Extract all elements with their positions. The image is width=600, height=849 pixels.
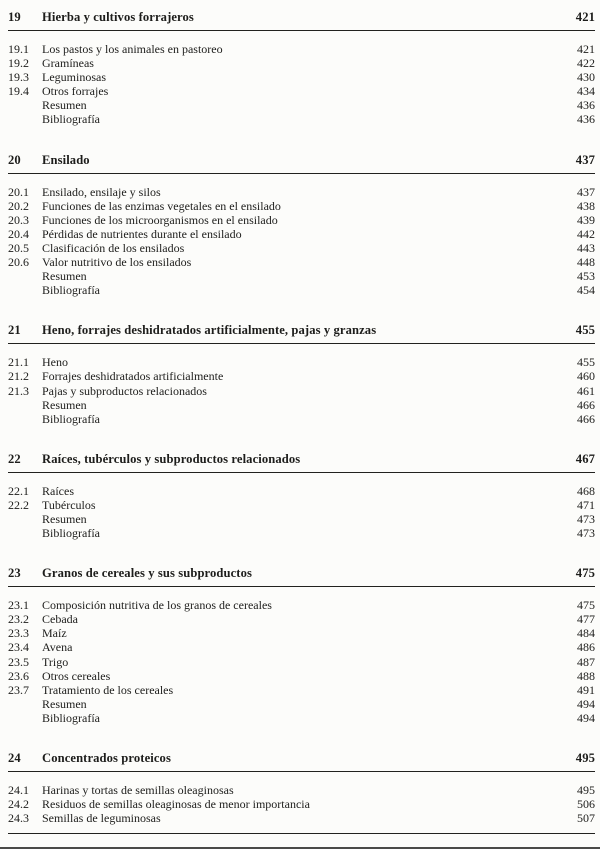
- chapter-heading: [8, 153, 595, 168]
- toc-entry: [8, 598, 595, 612]
- section-title: Harinas y tortas de semillas oleaginosas: [42, 783, 234, 797]
- toc-entry: [8, 369, 595, 383]
- section-number: 23.7: [8, 682, 29, 697]
- toc-entry: [8, 526, 595, 540]
- chapter-number: 19: [8, 10, 21, 24]
- section-page-number: 494: [577, 710, 595, 725]
- chapter-sections: [8, 185, 595, 298]
- section-title: Tubérculos: [42, 497, 96, 512]
- section-page-number: 475: [577, 598, 595, 613]
- toc-entry: [8, 811, 595, 825]
- section-number: 24.3: [8, 811, 29, 826]
- chapter-title: Ensilado: [42, 152, 90, 167]
- section-title: Residuos de semillas oleaginosas de menor importancia: [42, 797, 310, 812]
- toc-entry: [8, 626, 595, 640]
- chapter-divider: [8, 472, 595, 473]
- section-page-number: 473: [577, 526, 595, 541]
- toc-entry: [8, 98, 595, 112]
- section-number: 23.4: [8, 640, 29, 655]
- toc-entry: [8, 283, 595, 297]
- table-of-contents: [8, 10, 595, 825]
- toc-entry: [8, 711, 595, 725]
- section-title: Semillas de leguminosas: [42, 811, 161, 826]
- chapter-divider: [8, 173, 595, 174]
- chapter-number: 20: [8, 152, 21, 167]
- section-number: 23.5: [8, 654, 29, 669]
- section-title: Trigo: [42, 654, 69, 669]
- toc-entry: [8, 797, 595, 811]
- page-bottom-rule: [8, 833, 595, 834]
- chapter-divider: [8, 771, 595, 772]
- section-number: 22.1: [8, 483, 29, 498]
- section-title: Maíz: [42, 626, 67, 641]
- section-page-number: 494: [577, 696, 595, 711]
- section-title: Bibliografía: [42, 112, 100, 127]
- section-page-number: 488: [577, 668, 595, 683]
- toc-entry: [8, 56, 595, 70]
- section-page-number: 506: [577, 797, 595, 812]
- section-title: Pérdidas de nutrientes durante el ensilado: [42, 226, 242, 241]
- section-number: 23.6: [8, 668, 29, 683]
- chapter-heading: [8, 566, 595, 581]
- section-title: Cebada: [42, 612, 78, 627]
- section-number: 21.1: [8, 355, 29, 370]
- chapter-block: [8, 566, 595, 725]
- chapter-page-number: 475: [575, 566, 595, 581]
- section-page-number: 455: [577, 355, 595, 370]
- toc-entry: [8, 412, 595, 426]
- section-page-number: 439: [577, 212, 595, 227]
- chapter-block: [8, 153, 595, 298]
- chapter-sections: [8, 355, 595, 425]
- toc-entry: [8, 199, 595, 213]
- chapter-number: 23: [8, 566, 21, 581]
- toc-entry: [8, 241, 595, 255]
- section-page-number: 421: [577, 42, 595, 56]
- chapter-divider: [8, 30, 595, 31]
- section-title: Heno: [42, 355, 68, 370]
- section-title: Bibliografía: [42, 526, 100, 541]
- toc-entry: [8, 484, 595, 498]
- chapter-title: Granos de cereales y sus subproductos: [42, 566, 253, 581]
- toc-entry: [8, 185, 595, 199]
- toc-entry: [8, 783, 595, 797]
- section-title: Resumen: [42, 511, 87, 526]
- section-number: 20.5: [8, 240, 29, 255]
- toc-entry: [8, 227, 595, 241]
- toc-entry: [8, 697, 595, 711]
- section-title: Funciones de los microorganismos en el ensilado: [42, 212, 278, 227]
- toc-entry: [8, 655, 595, 669]
- chapter-heading: [8, 323, 595, 338]
- chapter-page-number: 467: [575, 451, 595, 466]
- section-title: Funciones de las enzimas vegetales en el ensilado: [42, 198, 281, 213]
- section-page-number: 453: [577, 269, 595, 284]
- section-title: Leguminosas: [42, 70, 106, 85]
- section-number: 23.1: [8, 598, 29, 613]
- toc-entry: [8, 398, 595, 412]
- chapter-number: 24: [8, 751, 21, 765]
- toc-entry: [8, 269, 595, 283]
- section-title: Forrajes deshidratados artificialmente: [42, 369, 224, 384]
- section-title: Los pastos y los animales en pastoreo: [42, 42, 223, 56]
- toc-entry: [8, 213, 595, 227]
- section-page-number: 486: [577, 640, 595, 655]
- toc-entry: [8, 640, 595, 654]
- chapter-heading: [8, 10, 595, 25]
- section-number: 19.2: [8, 56, 29, 71]
- section-page-number: 484: [577, 626, 595, 641]
- section-page-number: 436: [577, 112, 595, 127]
- section-page-number: 437: [577, 184, 595, 199]
- section-title: Pajas y subproductos relacionados: [42, 383, 207, 398]
- section-title: Avena: [42, 640, 73, 655]
- section-number: 23.2: [8, 612, 29, 627]
- chapter-number: 22: [8, 451, 21, 466]
- chapter-title: Hierba y cultivos forrajeros: [42, 10, 194, 24]
- section-page-number: 473: [577, 511, 595, 526]
- section-page-number: 430: [577, 70, 595, 85]
- section-number: 22.2: [8, 497, 29, 512]
- toc-entry: [8, 683, 595, 697]
- section-title: Gramíneas: [42, 56, 94, 71]
- chapter-page-number: 421: [575, 10, 595, 24]
- section-title: Resumen: [42, 397, 87, 412]
- section-title: Resumen: [42, 696, 87, 711]
- section-title: Tratamiento de los cereales: [42, 682, 174, 697]
- section-number: 19.1: [8, 42, 29, 56]
- section-number: 20.6: [8, 255, 29, 270]
- section-title: Bibliografía: [42, 411, 100, 426]
- section-page-number: 495: [577, 783, 595, 797]
- section-page-number: 461: [577, 383, 595, 398]
- section-page-number: 434: [577, 84, 595, 99]
- section-title: Valor nutritivo de los ensilados: [42, 255, 192, 270]
- section-title: Clasificación de los ensilados: [42, 240, 185, 255]
- chapter-title: Concentrados proteicos: [42, 751, 171, 765]
- section-title: Resumen: [42, 98, 87, 113]
- section-page-number: 477: [577, 612, 595, 627]
- section-title: Otros cereales: [42, 668, 111, 683]
- toc-entry: [8, 84, 595, 98]
- section-number: 19.3: [8, 70, 29, 85]
- section-number: 20.2: [8, 198, 29, 213]
- toc-entry: [8, 384, 595, 398]
- section-number: 20.3: [8, 212, 29, 227]
- section-page-number: 443: [577, 240, 595, 255]
- section-number: 21.3: [8, 383, 29, 398]
- section-title: Composición nutritiva de los granos de cereales: [42, 598, 272, 613]
- section-title: Resumen: [42, 269, 87, 284]
- toc-entry: [8, 512, 595, 526]
- chapter-block: [8, 751, 595, 825]
- section-page-number: 471: [577, 497, 595, 512]
- section-page-number: 422: [577, 56, 595, 71]
- section-title: Otros forrajes: [42, 84, 109, 99]
- section-page-number: 487: [577, 654, 595, 669]
- chapter-divider: [8, 586, 595, 587]
- chapter-sections: [8, 484, 595, 540]
- chapter-page-number: 495: [575, 751, 595, 765]
- section-page-number: 507: [577, 811, 595, 826]
- toc-entry: [8, 112, 595, 126]
- chapter-block: [8, 10, 595, 127]
- chapter-divider: [8, 343, 595, 344]
- section-page-number: 460: [577, 369, 595, 384]
- chapter-page-number: 455: [575, 323, 595, 338]
- chapter-block: [8, 323, 595, 425]
- chapter-number: 21: [8, 323, 21, 338]
- chapter-sections: [8, 783, 595, 825]
- section-number: 20.1: [8, 184, 29, 199]
- section-page-number: 438: [577, 198, 595, 213]
- toc-entry: [8, 355, 595, 369]
- toc-entry: [8, 255, 595, 269]
- section-page-number: 448: [577, 255, 595, 270]
- toc-entry: [8, 669, 595, 683]
- section-title: Ensilado, ensilaje y silos: [42, 184, 161, 199]
- section-number: 24.1: [8, 783, 29, 797]
- chapter-block: [8, 452, 595, 540]
- section-page-number: 436: [577, 98, 595, 113]
- toc-entry: [8, 42, 595, 56]
- section-page-number: 466: [577, 397, 595, 412]
- chapter-sections: [8, 598, 595, 725]
- section-number: 23.3: [8, 626, 29, 641]
- chapter-sections: [8, 42, 595, 127]
- section-number: 24.2: [8, 797, 29, 812]
- chapter-title: Raíces, tubérculos y subproductos relacionados: [42, 451, 301, 466]
- chapter-title: Heno, forrajes deshidratados artificialmente, pajas y granzas: [42, 323, 377, 338]
- toc-entry: [8, 498, 595, 512]
- section-page-number: 468: [577, 483, 595, 498]
- section-title: Raíces: [42, 483, 74, 498]
- chapter-page-number: 437: [575, 152, 595, 167]
- section-page-number: 466: [577, 411, 595, 426]
- section-title: Bibliografía: [42, 710, 100, 725]
- section-number: 20.4: [8, 226, 29, 241]
- chapter-heading: [8, 751, 595, 766]
- section-number: 19.4: [8, 84, 29, 99]
- section-title: Bibliografía: [42, 283, 100, 298]
- chapter-heading: [8, 452, 595, 467]
- section-page-number: 491: [577, 682, 595, 697]
- section-number: 21.2: [8, 369, 29, 384]
- section-page-number: 442: [577, 226, 595, 241]
- toc-entry: [8, 70, 595, 84]
- toc-entry: [8, 612, 595, 626]
- section-page-number: 454: [577, 283, 595, 298]
